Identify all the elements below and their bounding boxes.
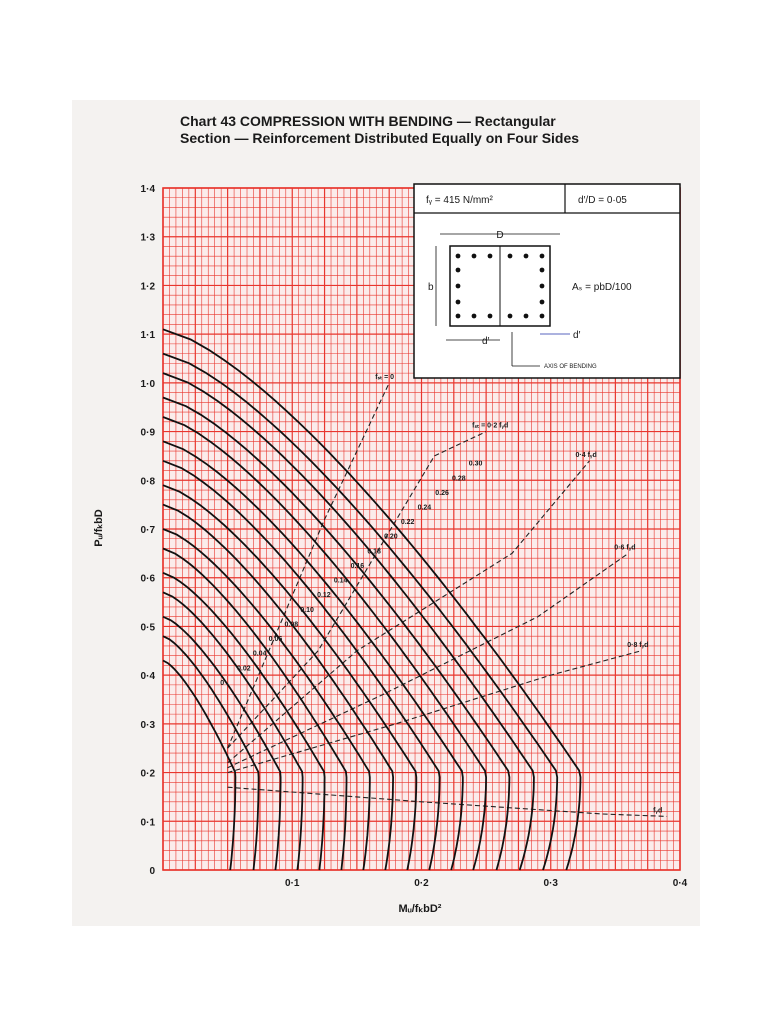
rebar-dot xyxy=(488,254,493,259)
rebar-dot xyxy=(540,284,545,289)
x-axis-label: Mᵤ/fₖbD² xyxy=(398,903,442,915)
curve-label-0-26: 0.26 xyxy=(435,489,449,497)
y-tick-label: 0·6 xyxy=(140,573,155,585)
y-tick-label: 0·3 xyxy=(140,719,155,731)
rebar-dot xyxy=(508,254,513,259)
curve-label-0-18: 0.18 xyxy=(367,548,381,556)
dim-d-right-label: d′ xyxy=(573,330,581,341)
curve-label-0: 0 xyxy=(220,679,225,687)
x-tick-label: 0·1 xyxy=(285,878,300,889)
chart-title-line2: Section — Reinforcement Distributed Equally on Four Sides xyxy=(180,130,580,146)
curve-label-0-10: 0.10 xyxy=(300,606,314,614)
inset-fy-label: fᵧ = 415 N/mm² xyxy=(426,195,493,206)
chart-title-line1: Chart 43 COMPRESSION WITH BENDING — Rectangular xyxy=(180,113,556,129)
rebar-dot xyxy=(472,254,477,259)
reference-label-2: 0·4 fᵧd xyxy=(575,451,597,459)
curve-label-0-06: 0.06 xyxy=(268,636,283,644)
y-tick-label: 1·3 xyxy=(140,232,155,244)
y-tick-label: 0·2 xyxy=(140,768,155,780)
dim-d-bottom-label: d′ xyxy=(482,336,490,347)
curve-label-0-14: 0.14 xyxy=(333,577,348,585)
reference-label-1: fₛₜ = 0·2 fᵧd xyxy=(472,422,509,430)
x-tick-label: 0·4 xyxy=(672,878,688,889)
y-tick-label: 0·9 xyxy=(140,427,155,439)
rebar-dot xyxy=(472,314,477,319)
area-formula: Aₛ = pbD/100 xyxy=(572,282,632,293)
curve-label-0-04: 0.04 xyxy=(252,650,267,658)
y-tick-label: 0·5 xyxy=(140,622,155,634)
rebar-dot xyxy=(488,314,493,319)
rebar-dot xyxy=(540,314,545,319)
dim-b-label: b xyxy=(428,282,434,293)
y-tick-label: 1·2 xyxy=(140,281,155,293)
curve-label-0-08: 0.08 xyxy=(284,621,299,629)
rebar-dot xyxy=(524,254,529,259)
rebar-dot xyxy=(456,314,461,319)
axis-of-bending-label: AXIS OF BENDING xyxy=(544,364,597,370)
curve-label-0-16: 0.16 xyxy=(350,562,365,570)
curve-label-0-20: 0.20 xyxy=(384,533,398,541)
curve-label-0-28: 0.28 xyxy=(452,475,466,483)
dim-D-label: D xyxy=(496,230,504,241)
curve-label-0-22: 0.22 xyxy=(400,519,415,527)
y-tick-label: 1·4 xyxy=(140,184,155,195)
reference-label-4: 0·8 fᵧd xyxy=(627,641,649,649)
y-tick-label: 0 xyxy=(149,866,155,877)
inset-ratio-label: d′/D = 0·05 xyxy=(578,195,627,206)
rebar-dot xyxy=(540,300,545,305)
rebar-dot xyxy=(456,300,461,305)
y-tick-label: 0·7 xyxy=(140,525,155,536)
curve-label-0-12: 0.12 xyxy=(317,592,331,600)
y-tick-label: 0·8 xyxy=(140,476,155,488)
y-tick-label: 0·4 xyxy=(140,671,155,683)
curve-label-0-24: 0.24 xyxy=(417,504,432,512)
curve-label-0-30: 0.30 xyxy=(468,460,483,468)
reference-label-3: 0·6 fᵧd xyxy=(614,544,636,552)
curve-label-0-02: 0.02 xyxy=(237,665,251,673)
rebar-dot xyxy=(524,314,529,319)
rebar-dot xyxy=(540,254,545,259)
rebar-dot xyxy=(456,268,461,273)
x-tick-label: 0·2 xyxy=(414,878,429,889)
y-axis-label: Pᵤ/fₖbD xyxy=(93,509,105,547)
rebar-dot xyxy=(456,284,461,289)
rebar-dot xyxy=(508,314,513,319)
reference-label-0: fₛₜ = 0 xyxy=(375,373,395,381)
rebar-dot xyxy=(456,254,461,259)
x-tick-label: 0·3 xyxy=(543,878,558,889)
y-tick-label: 1·0 xyxy=(140,378,155,390)
y-tick-label: 1·1 xyxy=(140,330,155,342)
rebar-dot xyxy=(540,268,545,273)
reference-label-5: fᵧd xyxy=(653,807,663,815)
y-tick-label: 0·1 xyxy=(140,817,155,829)
inset-panel xyxy=(414,184,680,378)
